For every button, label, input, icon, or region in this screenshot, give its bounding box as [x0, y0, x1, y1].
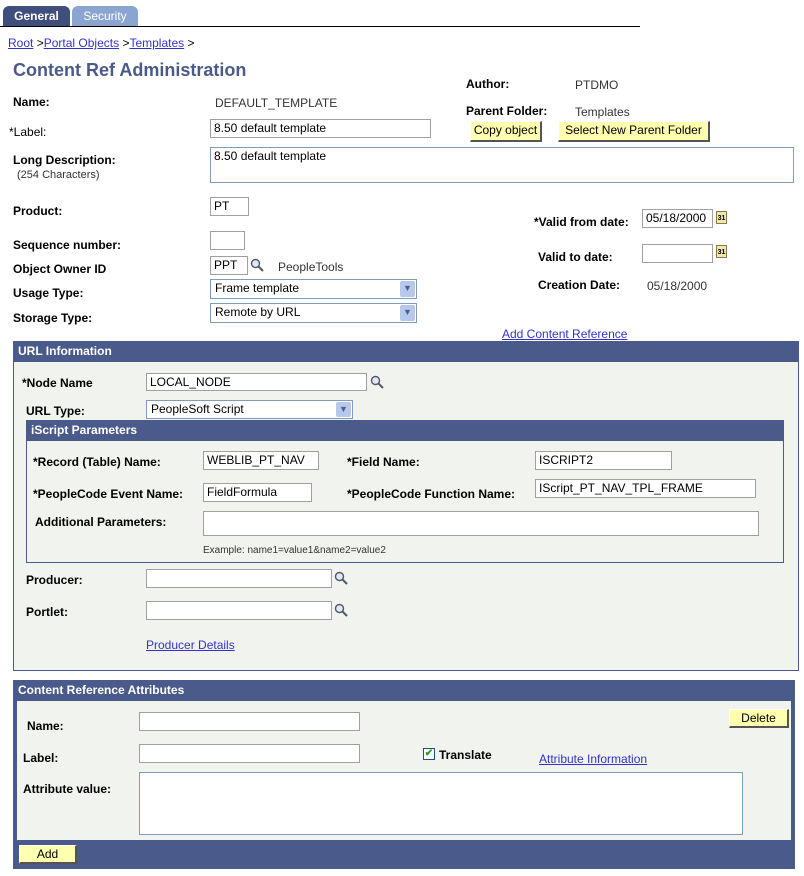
author-label: Author:: [466, 77, 510, 91]
select-new-parent-folder-button[interactable]: Select New Parent Folder: [558, 121, 710, 142]
label-input[interactable]: 8.50 default template: [210, 119, 431, 138]
page-title: Content Ref Administration: [13, 60, 247, 80]
parent-folder-value: Templates: [575, 105, 630, 119]
storage-type-select[interactable]: [210, 303, 417, 323]
sequence-number-label: Sequence number:: [13, 238, 122, 252]
peoplecode-event-input[interactable]: FieldFormula: [203, 483, 312, 502]
portlet-label: Portlet:: [26, 605, 68, 619]
record-name-label: *Record (Table) Name:: [33, 455, 161, 469]
delete-button[interactable]: Delete: [729, 709, 789, 728]
attribute-information-link[interactable]: Attribute Information: [539, 752, 648, 766]
tab-divider: [0, 26, 640, 27]
attribute-value-textarea[interactable]: [139, 772, 743, 835]
sequence-number-input[interactable]: [210, 231, 245, 250]
product-label: Product:: [13, 204, 63, 218]
author-value: PTDMO: [575, 78, 619, 92]
attribute-value-label: Attribute value:: [23, 782, 112, 796]
tab-security[interactable]: Security: [72, 6, 138, 26]
breadcrumb-separator: >: [122, 36, 130, 50]
long-description-label: Long Description:: [13, 153, 116, 167]
name-value: DEFAULT_TEMPLATE: [215, 96, 338, 110]
breadcrumb: [8, 36, 195, 50]
add-button[interactable]: Add: [19, 845, 77, 864]
chevron-down-icon: ▼: [400, 281, 415, 297]
peoplecode-function-input[interactable]: IScript_PT_NAV_TPL_FRAME: [535, 479, 756, 498]
peoplecode-function-label: *PeopleCode Function Name:: [347, 487, 516, 501]
object-owner-input[interactable]: PPT: [210, 256, 248, 275]
attribute-label-input[interactable]: [139, 744, 360, 763]
long-description-textarea[interactable]: 8.50 default template: [210, 147, 794, 183]
url-information-header: URL Information: [13, 341, 799, 362]
object-owner-description: PeopleTools: [278, 260, 344, 274]
iscript-parameters-header: iScript Parameters: [26, 420, 784, 441]
node-name-input[interactable]: LOCAL_NODE: [146, 373, 367, 391]
lookup-icon[interactable]: [250, 258, 264, 272]
additional-parameters-input[interactable]: [203, 511, 759, 536]
url-type-label: URL Type:: [26, 404, 85, 418]
translate-label: Translate: [439, 748, 492, 762]
lookup-icon[interactable]: [334, 571, 348, 585]
usage-type-value: Frame template: [215, 281, 300, 295]
valid-from-date-input[interactable]: 05/18/2000: [642, 209, 713, 228]
translate-checkbox[interactable]: ✔: [424, 748, 434, 759]
url-type-select[interactable]: [146, 400, 353, 419]
lookup-icon[interactable]: [370, 375, 384, 389]
long-description-note: (254 Characters): [17, 169, 100, 181]
producer-input[interactable]: [146, 569, 332, 588]
record-name-input[interactable]: WEBLIB_PT_NAV: [203, 451, 319, 470]
node-name-label-text: *Node Name: [22, 376, 93, 390]
label-label: *Label:: [9, 125, 47, 139]
node-name-label: [22, 376, 93, 390]
breadcrumb-separator: >: [187, 36, 195, 50]
calendar-icon[interactable]: 31: [716, 211, 727, 224]
creation-date-value: 05/18/2000: [647, 279, 708, 293]
breadcrumb-templates[interactable]: Templates: [129, 36, 185, 50]
url-type-value: PeopleSoft Script: [151, 402, 244, 416]
chevron-down-icon: ▼: [400, 305, 415, 321]
attribute-name-label: Name:: [27, 719, 64, 733]
field-name-input[interactable]: ISCRIPT2: [535, 451, 672, 470]
valid-from-date-label: *Valid from date:: [534, 215, 629, 229]
usage-type-label: Usage Type:: [13, 286, 84, 300]
breadcrumb-root[interactable]: Root: [8, 36, 34, 50]
attribute-name-input[interactable]: [139, 712, 360, 731]
valid-to-date-label: Valid to date:: [538, 250, 613, 264]
name-label: Name:: [13, 95, 50, 109]
parent-folder-label: Parent Folder:: [466, 104, 548, 118]
peoplecode-event-label: *PeopleCode Event Name:: [33, 487, 184, 501]
producer-details-link[interactable]: Producer Details: [146, 638, 235, 652]
tab-general[interactable]: General: [3, 6, 70, 26]
creation-date-label: Creation Date:: [538, 278, 621, 292]
storage-type-label: Storage Type:: [13, 311, 93, 325]
valid-to-date-input[interactable]: [642, 244, 713, 263]
breadcrumb-portal-objects[interactable]: Portal Objects: [43, 36, 120, 50]
additional-parameters-label: Additional Parameters:: [35, 515, 167, 529]
object-owner-label: Object Owner ID: [13, 262, 107, 276]
additional-parameters-example: Example: name1=value1&name2=value2: [203, 545, 386, 556]
field-name-label: *Field Name:: [347, 455, 420, 469]
chevron-down-icon: ▼: [336, 402, 351, 417]
lookup-icon[interactable]: [334, 603, 348, 617]
copy-object-button[interactable]: Copy object: [470, 121, 542, 142]
attributes-header: Content Reference Attributes: [18, 683, 185, 697]
calendar-icon[interactable]: 31: [716, 245, 727, 258]
portlet-input[interactable]: [146, 601, 332, 620]
breadcrumb-separator: >: [36, 36, 44, 50]
product-input[interactable]: PT: [210, 197, 249, 216]
attribute-label-label: Label:: [23, 751, 59, 765]
add-content-reference-link[interactable]: Add Content Reference: [502, 327, 628, 341]
storage-type-value: Remote by URL: [215, 305, 301, 319]
usage-type-select[interactable]: [210, 279, 417, 299]
producer-label: Producer:: [26, 573, 83, 587]
